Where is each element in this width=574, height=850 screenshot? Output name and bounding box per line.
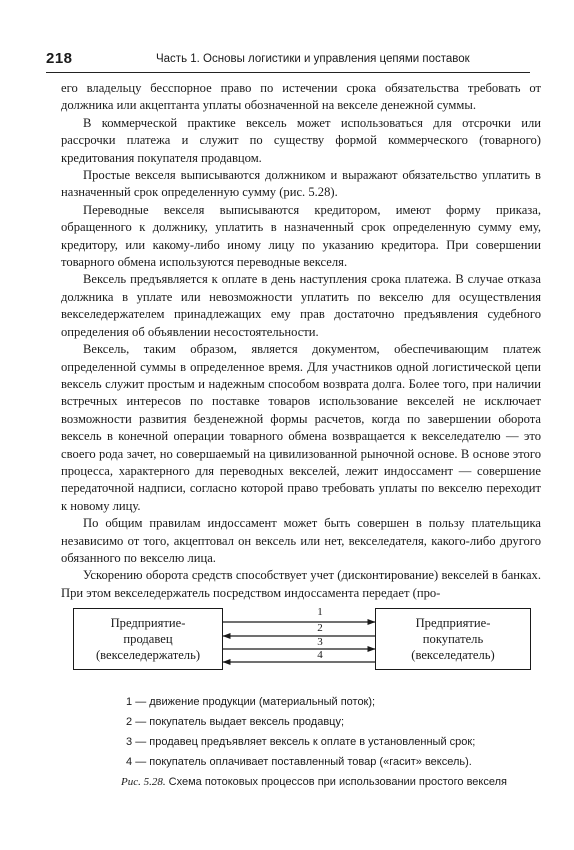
figure-caption: [121, 776, 507, 788]
paragraph: Вексель, таким образом, является документом, обеспечивающим платеж определенной суммы в определенное время. Для участников одной логистической цепи вексель служит простым и надежным способом возврата долга. Более того, при наличии встречных интересов по поставке товаров использование векселей не исключает возможности развития безденежной формы расчетов, когда по завершении оборота вексель в конечной операции товарного обмена возвращается к векселедателю — это своего рода зачет, но совершаемый на цивилизованной рыночной основе. В основе этого процесса, характерного для переводных векселей, лежит индоссамент — совершение передаточной надписи, согласно которой право требовать уплаты по векселю переходит к новому лицу.: [61, 342, 541, 513]
seller-line-1: Предприятие-: [110, 616, 186, 630]
body-text: [61, 80, 541, 602]
legend-dash: —: [135, 756, 147, 768]
legend-number: 1: [126, 696, 133, 708]
page-number: 218: [46, 50, 73, 67]
legend-text: покупатель выдает вексель продавцу;: [149, 716, 345, 728]
figure-number: Рис. 5.28.: [121, 776, 166, 788]
arrow-label-3: 3: [317, 636, 323, 648]
figure-caption-text: Схема потоковых процессов при использовании простого векселя: [168, 776, 507, 788]
legend-dash: —: [135, 696, 147, 708]
legend-number: 4: [126, 756, 133, 768]
legend-text: продавец предъявляет вексель к оплате в установленный срок;: [149, 736, 476, 748]
paragraph: По общим правилам индоссамент может быть совершен в пользу плательщика независимо от того, акцептовал он вексель или нет, векселедателя, какого-либо другого обязанного по векселю лица.: [61, 516, 541, 565]
paragraph: Вексель предъявляется к оплате в день наступления срока платежа. В случае отказа должника в уплате или невозможности уплатить по векселю для осуществления векселедержателем принадлежащих ему прав достаточно предъявления судебного определения об объявлении несостоятельности.: [61, 272, 541, 339]
paragraph-continued: его владельцу бесспорное право по истечении срока обязательства требовать от должника или акцептанта уплаты обозначенной на векселе денежной суммы.: [61, 81, 541, 113]
legend-text: покупатель оплачивает поставленный товар («гасит» вексель).: [149, 756, 472, 768]
paragraph: В коммерческой практике вексель может использоваться для отсрочки или рассрочки платежа и служит по существу формой коммерческого (товарного) кредитования покупателя продавцом.: [61, 115, 541, 165]
arrow-label-4: 4: [317, 649, 323, 661]
buyer-line-2: покупатель: [422, 632, 484, 646]
paragraph: Простые векселя выписываются должником и выражают обязательство уплатить в назначенный срок определенную сумму (рис. 5.28).: [61, 168, 541, 200]
legend-number: 3: [126, 736, 133, 748]
legend-text: движение продукции (материальный поток);: [149, 696, 376, 708]
legend-item: [126, 692, 475, 712]
arrows-layer: [73, 602, 533, 682]
paragraph: Переводные векселя выписываются кредитором, имеют форму приказа, обращенного к должнику, уплатить в назначенный срок определенную сумму ему, кредитору, или какому-либо иному лицу по указанию кредитора. При совершении товарного обмена используются переводные векселя.: [61, 202, 541, 270]
arrow-label-1: 1: [317, 606, 323, 618]
seller-line-2: продавец: [123, 632, 173, 646]
arrow-label-2: 2: [317, 622, 323, 634]
legend-dash: —: [135, 716, 147, 728]
diagram-legend: [126, 692, 475, 772]
buyer-line-3: (векселедатель): [411, 648, 495, 662]
paragraph: Ускорению оборота средств способствует учет (дисконтирование) векселей в банках. При этом векселедержатель посредством индоссамента передает (про-: [61, 568, 541, 600]
legend-item: [126, 732, 475, 752]
flow-diagram: [73, 602, 533, 682]
legend-item: [126, 712, 475, 732]
running-head: Часть 1. Основы логистики и управления цепями поставок: [156, 53, 470, 65]
legend-dash: —: [135, 736, 147, 748]
legend-number: 2: [126, 716, 133, 728]
legend-item: [126, 752, 475, 772]
buyer-line-1: Предприятие-: [415, 616, 491, 630]
page-header: [46, 50, 530, 73]
seller-line-3: (векселедержатель): [95, 648, 201, 662]
